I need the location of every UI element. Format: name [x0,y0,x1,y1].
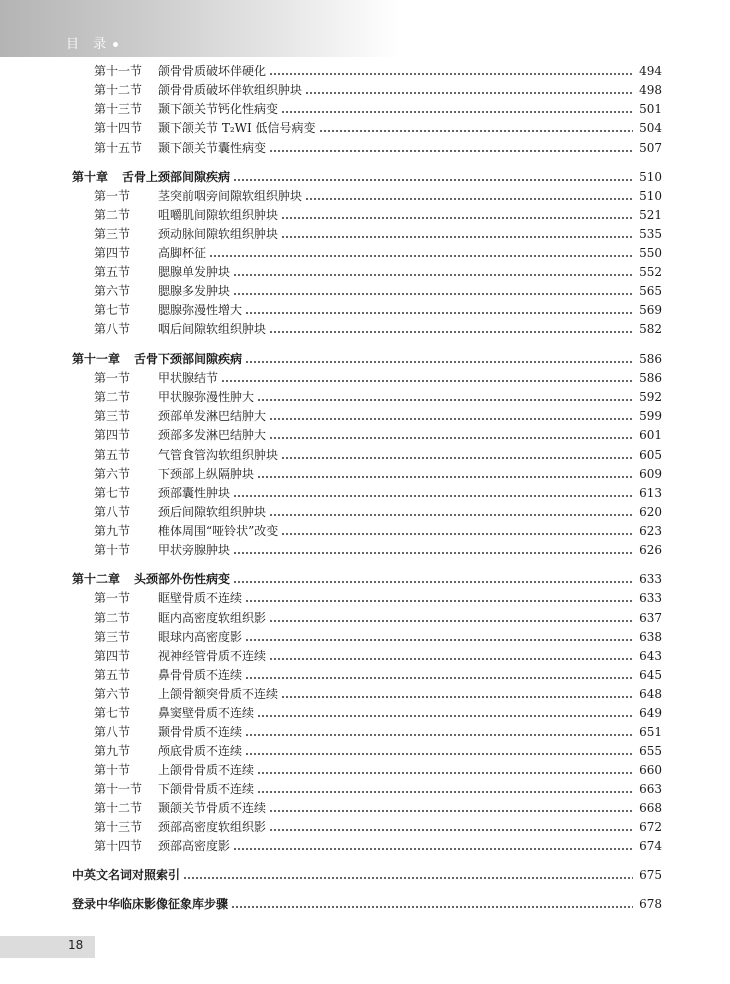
toc-title: 登录中华临床影像征象库步骤 [72,897,229,911]
toc-label: 第四节 [94,246,131,260]
toc-title: 椎体周围“哑铃状”改变 [158,524,279,538]
toc-label: 第三节 [94,409,131,423]
toc-page-number: 535 [639,227,662,241]
toc-section-row[interactable] [0,263,730,281]
toc-page-number: 605 [639,448,662,462]
toc-title: 颌骨骨质破坏伴硬化 [158,64,267,78]
dot-leader [269,658,633,660]
toc-title: 颌骨骨质破坏伴软组织肿块 [158,83,303,97]
toc-page-number: 550 [639,246,662,260]
dot-icon [113,42,118,47]
toc-section-row[interactable] [0,503,730,521]
dot-leader [257,476,633,478]
toc-section-row[interactable] [0,465,730,483]
toc-page-number: 599 [639,409,662,423]
toc-section-row[interactable] [0,666,730,684]
toc-label: 第二节 [94,390,131,404]
dot-leader [245,753,633,755]
toc-title: 颈部高密度软组织影 [158,820,267,834]
toc-section-row[interactable] [0,647,730,665]
toc-page-number: 674 [639,839,662,853]
toc-label: 第八节 [94,725,131,739]
dot-leader [233,495,633,497]
toc-label: 第十三节 [94,820,143,834]
dot-leader [281,696,633,698]
dot-leader [281,111,633,113]
toc-label: 第五节 [94,265,131,279]
toc-page-number: 494 [639,64,662,78]
dot-leader [281,457,633,459]
toc-title: 上颌骨额突骨质不连续 [158,687,279,701]
toc-title: 鼻骨骨质不连续 [158,668,243,682]
toc-label: 第六节 [94,467,131,481]
toc-label: 第四节 [94,428,131,442]
header-bar [0,0,400,57]
toc-title: 腮腺多发肿块 [158,284,231,298]
toc-section-row[interactable] [0,742,730,760]
toc-section-row[interactable] [0,628,730,646]
toc-label: 第一节 [94,189,131,203]
toc-page-number: 675 [639,868,662,882]
toc-page-number: 643 [639,649,662,663]
dot-leader [257,791,633,793]
toc-section-row[interactable] [0,799,730,817]
toc-label: 第十一节 [94,64,143,78]
toc-title: 视神经管骨质不连续 [158,649,267,663]
toc-title: 眶壁骨质不连续 [158,591,243,605]
toc-label: 第五节 [94,668,131,682]
toc-page-number: 645 [639,668,662,682]
dot-leader [269,150,633,152]
toc-page-number: 565 [639,284,662,298]
toc-page-number: 651 [639,725,662,739]
toc-heading: 目 录 [66,37,112,52]
dot-leader [257,772,633,774]
dot-leader [257,715,633,717]
toc-label: 第七节 [94,303,131,317]
toc-title: 颞下颌关节 T₂WI 低信号病变 [158,121,316,135]
toc-title: 颞颌关节骨质不连续 [158,801,267,815]
toc-section-row[interactable] [0,225,730,243]
toc-section-row[interactable] [0,282,730,300]
dot-leader [269,437,633,439]
toc-label: 第八节 [94,322,131,336]
toc-title: 头颈部外伤性病变 [134,572,231,586]
toc-section-row[interactable] [0,407,730,425]
toc-label: 第二节 [94,611,131,625]
toc-section-row[interactable] [0,119,730,137]
dot-leader [281,217,633,219]
dot-leader [305,92,633,94]
dot-leader [231,906,633,908]
toc-label: 第十一节 [94,782,143,796]
toc-label: 第十节 [94,763,131,777]
toc-section-row[interactable] [0,704,730,722]
toc-title: 颈后间隙软组织肿块 [158,505,267,519]
toc-label: 第二节 [94,208,131,222]
toc-page-number: 668 [639,801,662,815]
toc-page-number: 552 [639,265,662,279]
dot-leader [245,312,633,314]
toc-title: 甲状腺结节 [158,371,219,385]
toc-title: 茎突前咽旁间隙软组织肿块 [158,189,303,203]
toc-page-number: 586 [639,352,662,366]
toc-title: 颞下颌关节囊性病变 [158,141,267,155]
toc-section-row[interactable] [0,685,730,703]
toc-chapter-row[interactable] [0,570,730,588]
toc-section-row[interactable] [0,484,730,502]
toc-chapter-row[interactable] [0,168,730,186]
toc-page-number: 510 [639,189,662,203]
toc-title: 甲状旁腺肿块 [158,543,231,557]
toc-section-row[interactable] [0,446,730,464]
dot-leader [257,399,633,401]
toc-title: 下颌骨骨质不连续 [158,782,255,796]
toc-section-row[interactable] [0,206,730,224]
toc-section-row[interactable] [0,761,730,779]
toc-page-number: 510 [639,170,662,184]
toc-label: 第十三节 [94,102,143,116]
toc-section-row[interactable] [0,723,730,741]
toc-label: 第十二章 [72,572,121,586]
toc-title: 颞下颌关节钙化性病变 [158,102,279,116]
toc-title: 中英文名词对照索引 [72,868,181,882]
page-number: 18 [68,938,84,952]
toc-page-number: 507 [639,141,662,155]
toc-title: 舌骨上颈部间隙疾病 [122,170,231,184]
dot-leader [233,179,633,181]
toc-section-row[interactable] [0,369,730,387]
toc-label: 第一节 [94,371,131,385]
dot-leader [269,418,633,420]
header-title [66,33,118,52]
toc-page-number: 504 [639,121,662,135]
toc-page-number: 663 [639,782,662,796]
toc-section-row[interactable] [0,81,730,99]
toc-page-number: 569 [639,303,662,317]
toc-title: 气管食管沟软组织肿块 [158,448,279,462]
dot-leader [245,361,633,363]
toc-section-row[interactable] [0,388,730,406]
toc-title: 颅底骨质不连续 [158,744,243,758]
toc-page-number: 672 [639,820,662,834]
toc-label: 第三节 [94,227,131,241]
dot-leader [245,677,633,679]
toc-label: 第十五节 [94,141,143,155]
dot-leader [281,533,633,535]
toc-index-row[interactable] [0,866,730,884]
toc-label: 第十二节 [94,83,143,97]
toc-section-row[interactable] [0,541,730,559]
toc-section-row[interactable] [0,62,730,80]
toc-page-number: 637 [639,611,662,625]
toc-title: 颈部囊性肿块 [158,486,231,500]
toc-section-row[interactable] [0,522,730,540]
toc-title: 颈部高密度影 [158,839,231,853]
toc-section-row[interactable] [0,139,730,157]
toc-label: 第七节 [94,486,131,500]
dot-leader [245,600,633,602]
dot-leader [269,810,633,812]
dot-leader [269,829,633,831]
toc-section-row[interactable] [0,100,730,118]
toc-label: 第八节 [94,505,131,519]
toc-title: 颈动脉间隙软组织肿块 [158,227,279,241]
toc-label: 第一节 [94,591,131,605]
toc-label: 第五节 [94,448,131,462]
toc-title: 腮腺单发肿块 [158,265,231,279]
dot-leader [269,514,633,516]
toc-title: 舌骨下颈部间隙疾病 [134,352,243,366]
toc-page-number: 620 [639,505,662,519]
toc-page-number: 501 [639,102,662,116]
toc-page-number: 609 [639,467,662,481]
dot-leader [233,848,633,850]
dot-leader [233,581,633,583]
toc-label: 第十二节 [94,801,143,815]
dot-leader [233,274,633,276]
toc-section-row[interactable] [0,818,730,836]
toc-title: 颈部单发淋巴结肿大 [158,409,267,423]
toc-label: 第十四节 [94,121,143,135]
dot-leader [233,293,633,295]
toc-page-number: 655 [639,744,662,758]
toc-title: 高脚杯征 [158,246,207,260]
toc-title: 颞骨骨质不连续 [158,725,243,739]
dot-leader [183,877,633,879]
toc-title: 咽后间隙软组织肿块 [158,322,267,336]
toc-label: 第十一章 [72,352,121,366]
toc-section-row[interactable] [0,426,730,444]
toc-section-row[interactable] [0,244,730,262]
toc-label: 第十章 [72,170,109,184]
toc-title: 鼻窦壁骨质不连续 [158,706,255,720]
toc-label: 第十节 [94,543,131,557]
toc-label: 第四节 [94,649,131,663]
dot-leader [233,552,633,554]
toc-title: 眼球内高密度影 [158,630,243,644]
toc-title: 咀嚼肌间隙软组织肿块 [158,208,279,222]
dot-leader [221,380,633,382]
toc-page-number: 648 [639,687,662,701]
toc-label: 第九节 [94,744,131,758]
toc-section-row[interactable] [0,780,730,798]
toc-page-number: 582 [639,322,662,336]
toc-page-number: 586 [639,371,662,385]
toc-page-number: 633 [639,572,662,586]
toc-page-number: 660 [639,763,662,777]
toc-title: 上颌骨骨质不连续 [158,763,255,777]
toc-page-number: 626 [639,543,662,557]
toc-title: 下颈部上纵隔肿块 [158,467,255,481]
toc-title: 颈部多发淋巴结肿大 [158,428,267,442]
toc-page-number: 521 [639,208,662,222]
toc-title: 眶内高密度软组织影 [158,611,267,625]
dot-leader [269,73,633,75]
toc-section-row[interactable] [0,320,730,338]
dot-leader [269,620,633,622]
toc-chapter-row[interactable] [0,350,730,368]
toc-page-number: 623 [639,524,662,538]
dot-leader [269,331,633,333]
toc-page-number: 649 [639,706,662,720]
toc-page-number: 638 [639,630,662,644]
toc-label: 第十四节 [94,839,143,853]
toc-label: 第七节 [94,706,131,720]
toc-page-number: 601 [639,428,662,442]
toc-section-row[interactable] [0,187,730,205]
toc-page-number: 498 [639,83,662,97]
dot-leader [319,130,633,132]
dot-leader [245,639,633,641]
toc-section-row[interactable] [0,301,730,319]
toc-page-number: 613 [639,486,662,500]
dot-leader [245,734,633,736]
toc-page-number: 592 [639,390,662,404]
toc-title: 腮腺弥漫性增大 [158,303,243,317]
toc-page-number: 633 [639,591,662,605]
toc-label: 第九节 [94,524,131,538]
dot-leader [209,255,633,257]
toc-section-row[interactable] [0,837,730,855]
toc-label: 第六节 [94,687,131,701]
toc-title: 甲状腺弥漫性肿大 [158,390,255,404]
toc-page-number: 678 [639,897,662,911]
dot-leader [281,236,633,238]
toc-index-row[interactable] [0,895,730,913]
toc-label: 第三节 [94,630,131,644]
toc-label: 第六节 [94,284,131,298]
toc-section-row[interactable] [0,609,730,627]
dot-leader [305,198,633,200]
toc-section-row[interactable] [0,589,730,607]
